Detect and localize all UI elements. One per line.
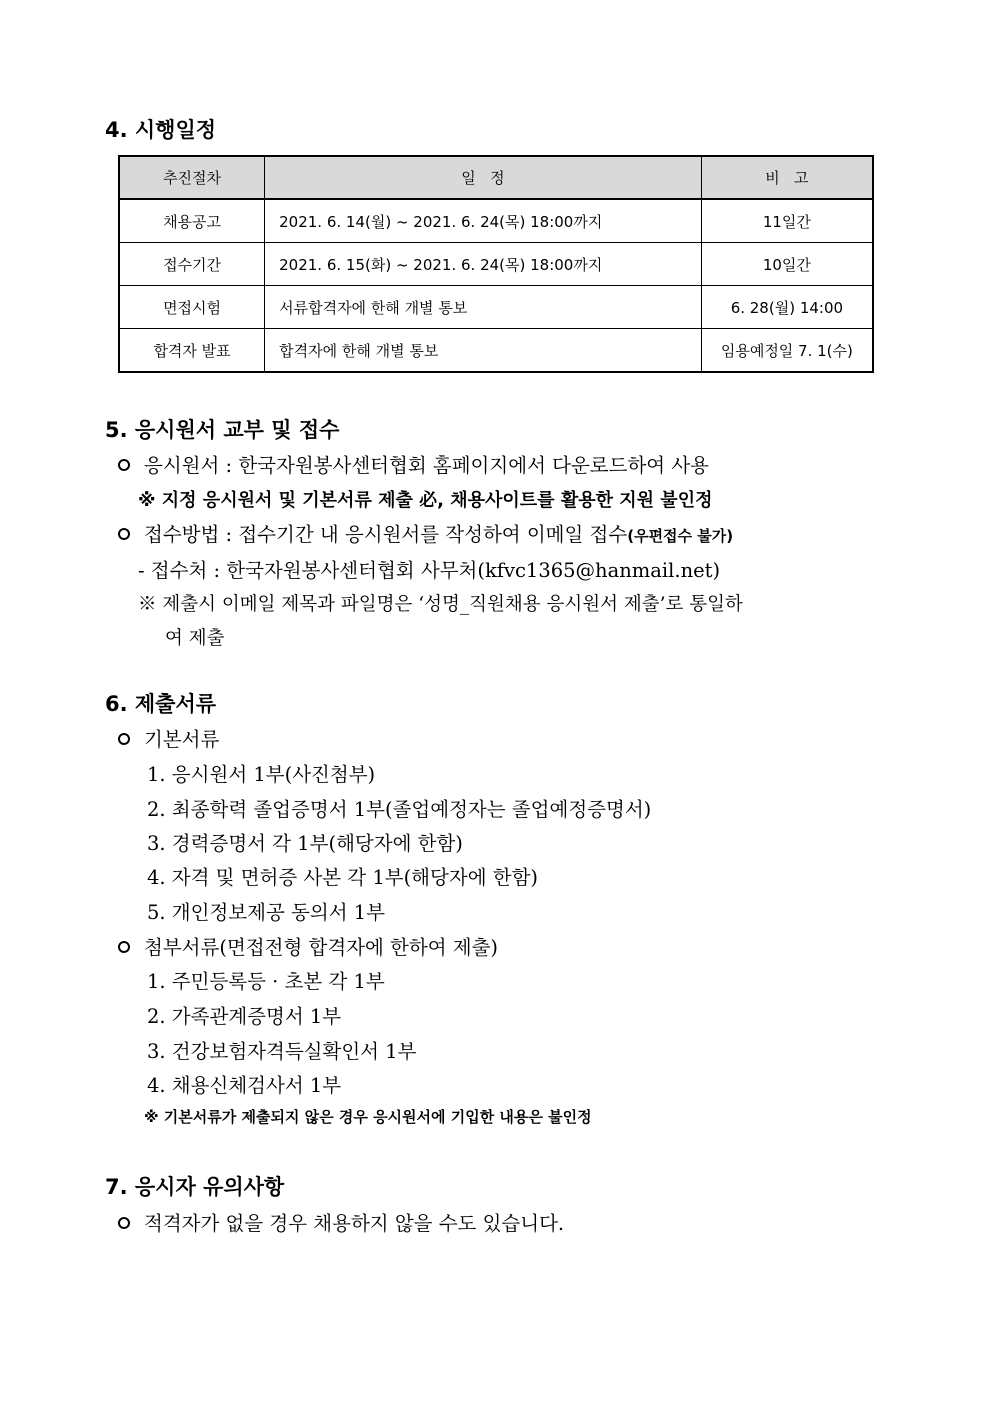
row-date: 2021. 6. 15(화) ~ 2021. 6. 24(목) 18:00까지 <box>265 243 702 286</box>
attach-title-text: 첨부서류(면접전형 합격자에 한하여 제출) <box>144 936 499 959</box>
table-row <box>119 286 873 329</box>
row-note: 10일간 <box>701 243 873 286</box>
row-note: 6. 28(월) 14:00 <box>701 286 873 329</box>
recipient-line: - 접수처 : 한국자원봉사센터협회 사무처(kfvc1365@hanmail.net) <box>138 559 721 582</box>
list-item: 5. 개인정보제공 동의서 1부 <box>147 901 385 924</box>
table-row <box>119 329 873 373</box>
row-note: 11일간 <box>701 199 873 243</box>
list-item: 1. 응시원서 1부(사진첨부) <box>147 763 376 786</box>
caution-line <box>118 1208 564 1236</box>
circle-bullet-icon <box>118 941 130 953</box>
row-step: 채용공고 <box>119 199 265 243</box>
circle-bullet-icon <box>118 733 130 745</box>
row-step: 합격자 발표 <box>119 329 265 373</box>
section-title-documents: 6. 제출서류 <box>105 692 217 716</box>
list-item: 2. 최종학력 졸업증명서 1부(졸업예정자는 졸업예정증명서) <box>147 798 652 821</box>
table-header-row <box>119 156 873 199</box>
form-line-text: 응시원서 : 한국자원봉사센터협회 홈페이지에서 다운로드하여 사용 <box>144 454 709 477</box>
list-item: 3. 건강보험자격득실확인서 1부 <box>147 1040 417 1063</box>
basic-title-text: 기본서류 <box>144 728 220 751</box>
section-title-schedule: 4. 시행일정 <box>105 118 217 142</box>
row-note: 임용예정일 7. 1(수) <box>701 329 873 373</box>
table-row <box>119 199 873 243</box>
row-step: 면접시험 <box>119 286 265 329</box>
email-note-line-1: ※ 제출시 이메일 제목과 파일명은 ‘성명_직원채용 응시원서 제출’로 통일하 <box>138 594 743 615</box>
application-method-line <box>118 519 733 547</box>
section-title-caution: 7. 응시자 유의사항 <box>105 1175 285 1199</box>
list-item: 1. 주민등록등 · 초본 각 1부 <box>147 970 385 993</box>
documents-note: ※ 기본서류가 제출되지 않은 경우 응시원서에 기입한 내용은 불인정 <box>144 1108 592 1126</box>
method-line-text: 접수방법 : 접수기간 내 응시원서를 작성하여 이메일 접수 <box>144 523 628 546</box>
caution-text: 적격자가 없을 경우 채용하지 않을 수도 있습니다. <box>144 1212 565 1235</box>
email-note-line-2: 여 제출 <box>165 628 225 649</box>
list-item: 4. 자격 및 면허증 사본 각 1부(해당자에 한함) <box>147 866 539 889</box>
circle-bullet-icon <box>118 459 130 471</box>
application-form-line <box>118 450 709 478</box>
row-date: 합격자에 한해 개별 통보 <box>265 329 702 373</box>
basic-documents-title <box>118 724 219 752</box>
list-item: 2. 가족관계증명서 1부 <box>147 1005 342 1028</box>
section-title-application: 5. 응시원서 교부 및 접수 <box>105 418 340 442</box>
row-date: 2021. 6. 14(월) ~ 2021. 6. 24(목) 18:00까지 <box>265 199 702 243</box>
table-row <box>119 243 873 286</box>
list-item: 4. 채용신체검사서 1부 <box>147 1074 342 1097</box>
header-date: 일 정 <box>265 156 702 199</box>
row-step: 접수기간 <box>119 243 265 286</box>
circle-bullet-icon <box>118 1217 130 1229</box>
method-suffix: (우편접수 불가) <box>627 527 734 545</box>
schedule-table <box>118 155 874 373</box>
form-note: ※ 지정 응시원서 및 기본서류 제출 必, 채용사이트를 활용한 지원 불인정 <box>138 490 713 511</box>
header-note: 비 고 <box>701 156 873 199</box>
circle-bullet-icon <box>118 528 130 540</box>
attached-documents-title <box>118 932 498 960</box>
row-date: 서류합격자에 한해 개별 통보 <box>265 286 702 329</box>
list-item: 3. 경력증명서 각 1부(해당자에 한함) <box>147 832 463 855</box>
header-step: 추진절차 <box>119 156 265 199</box>
